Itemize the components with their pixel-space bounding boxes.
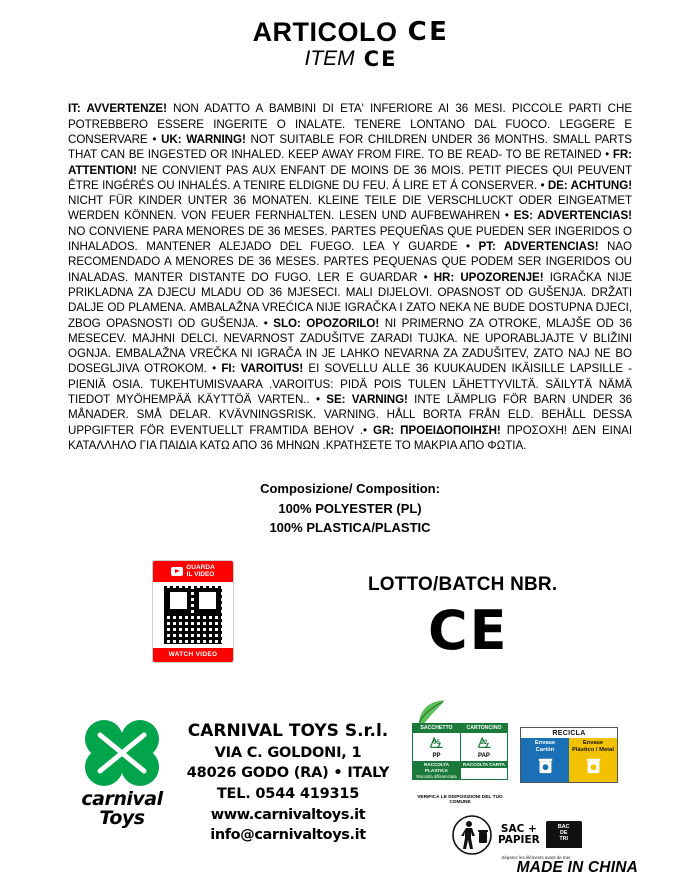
ce-letter-c: C <box>428 598 468 662</box>
ce-letter-c: C <box>407 17 428 48</box>
bac-line-1: BAC <box>557 824 570 831</box>
articolo-line <box>0 18 700 46</box>
ce-letter-e: E <box>429 17 448 48</box>
recycling-bin-icon <box>585 756 602 775</box>
articolo-label: ARTICOLO <box>252 17 398 47</box>
company-address: VIA C. GOLDONI, 1 <box>214 744 362 761</box>
company-tel: TEL. 0544 419315 <box>216 785 360 802</box>
recicla-carton-cell <box>521 738 569 782</box>
header <box>0 0 700 71</box>
verifica-disposizioni-note: VERIFICA LE DISPOSIZIONI DEL TUO COMUNE <box>417 794 503 806</box>
composition-line-1: 100% POLYESTER (PL) <box>278 500 422 516</box>
cartoncino-footer-text: RACCOLTA CARTA <box>463 762 505 768</box>
ce-mark-icon <box>407 17 448 48</box>
mobius-loop-icon <box>475 735 494 752</box>
logo-word-toys: Toys <box>99 806 145 829</box>
recicla-row <box>521 738 617 782</box>
video-badge-header-text <box>186 564 215 579</box>
recicla-plastic-line-2: Plástico / Metal <box>572 746 614 753</box>
recicla-box <box>520 727 618 783</box>
ce-mark-icon-large <box>428 598 507 662</box>
bottom-section <box>0 699 700 889</box>
middle-section <box>0 560 700 695</box>
sac-papier-line-2: PAPIER <box>498 833 540 846</box>
video-badge-header <box>153 561 233 582</box>
cartoncino-material-code: PAP <box>478 752 490 759</box>
sac-papier-caption: Séparez les éléments avant de trier <box>501 854 571 860</box>
recycling-symbols <box>408 699 638 879</box>
mobius-loop-icon <box>427 735 446 752</box>
cartoncino-header: CARTONCINO <box>461 724 507 733</box>
sacchetto-code-number: 05 <box>433 739 440 746</box>
lotto-ce-mark <box>428 598 507 662</box>
sac-papier-line-1: SAC + <box>500 822 537 835</box>
cartoncino-footer <box>461 761 507 768</box>
sacchetto-material-code: PP <box>432 752 441 759</box>
cartoncino-code-number: 22 <box>480 739 488 746</box>
cartoncino-column <box>460 724 507 779</box>
ce-letter-c: C <box>363 46 380 71</box>
italian-recycling-box <box>412 723 508 780</box>
clover-icon <box>78 717 166 789</box>
bac-de-tri-label <box>546 821 582 848</box>
company-info <box>178 719 398 846</box>
ce-letter-e: E <box>469 598 507 662</box>
composition-title: Composizione/ Composition: <box>260 481 440 497</box>
item-line <box>0 47 700 71</box>
tidyman-icon <box>452 815 492 855</box>
video-badge-line-1: GUARDA <box>186 563 215 571</box>
lotto-batch-title: LOTTO/BATCH NBR. <box>368 573 558 595</box>
company-city: 48026 GODO (RA) • ITALY <box>186 765 390 782</box>
sac-papier-text <box>498 824 540 846</box>
sacchetto-header: SACCHETTO <box>413 724 460 733</box>
watch-video-badge[interactable] <box>152 560 234 663</box>
item-label: ITEM <box>304 47 355 71</box>
sac-papier-block <box>452 815 602 860</box>
sacchetto-footer-sub: Raccolta differenziata <box>416 773 457 779</box>
recicla-carton-line-1: Envase <box>534 739 556 746</box>
recicla-carton-line-2: Cartón <box>535 746 555 753</box>
ce-mark-icon-small <box>363 46 396 71</box>
composition-block <box>0 479 700 538</box>
composition-line-2: 100% PLASTICA/PLASTIC <box>269 520 431 536</box>
logo-word-carnival: carnival <box>81 787 163 810</box>
sacchetto-footer <box>413 761 460 779</box>
company-website[interactable]: www.carnivaltoys.it <box>210 806 366 823</box>
video-badge-line-2: IL VIDEO <box>186 571 215 579</box>
company-name: CARNIVAL TOYS S.r.l. <box>187 720 389 741</box>
watch-video-label: WATCH VIDEO <box>153 648 233 662</box>
company-email[interactable]: info@carnivaltoys.it <box>210 827 366 844</box>
carnival-logo <box>72 717 172 827</box>
youtube-play-icon <box>171 567 183 576</box>
recicla-plastic-cell <box>569 738 617 782</box>
made-in-label: MADE IN CHINA <box>516 858 638 876</box>
bac-de-tri-icon <box>546 821 582 848</box>
recicla-header: RECICLA <box>521 728 617 738</box>
bac-line-3: TRI <box>559 836 569 843</box>
sacchetto-column <box>413 724 460 779</box>
warnings-text: IT: AVVERTENZE! NON ADATTO A BAMBINI DI ETA' INFERIORE AI 36 MESI. PICCOLE PARTI CHE POTREBBERO ESSERE INGERITE O INALATE. TENERE LONTANO DAL FUOCO. LEGGERE E CONSERVARE • UK: WARNING! NOT SUITABLE FOR CHILDREN UNDER 36 MONTHS. SMALL PARTS THAT CAN BE INGESTED OR INHALED. KEEP AWAY FROM FIRE. TO BE READ- TO BE RETAINED • FR: ATTENTION! NE CONVIENT PAS AUX ENFANT DE MOINS DE 36 MOIS. PETIT PIECES QUI PEUVENT ÊTRE INGÉRÉS OU INHALÉS. A TENIRE ELDIGNE DU FEU. Á LIRE ET Á CONSERVER. • DE: ACHTUNG! NICHT FÜR KINDER UNTER 36 MONATEN. KLEINE TEILE DIE VERSCHLUCKT ODER EINGEATMET WERDEN KÖNNEN. VON FEUER FERNHALTEN. LESEN UND AUFBEWAHREN • ES: ADVERTENCIAS! NO CONVIENE PARA MENORES DE 36 MESES. PARTES PEQUEÑAS QUE PUEDEN SER INGERIDOS O INHALADOS. MANTENER ALEJADO DEL FUEGO. LEA Y GUARDE • PT: ADVERTENCIAS! NAO RECOMENDADO A MENORES DE 36 MESES. PARTES PEQUENAS QUE PODEM SER INGERIDOS OU INALADAS. MANTER DISTANTE DO FUGO. LER E GUARDAR • HR: UPOZORENJE! IGRAČKA NIJE PRIKLADNA ZA DJECU MLADU OD 36 MJESECI. MALI DIJELOVI. OPASNOST OD GUŠENJA. DRŽATI DALJE OD PLAMENA. AMBALAŽNA VREĆICA NIJE IGRAČKA I ZATO NEKA NE BUDE DOSTUPNA DJECI, ZBOG OPASNOSTI OD GUŠENJA. • SLO: OPOZORILO! NI PRIMERNO ZA OTROKE, MLAJŠE OD 36 MESECEV. MAJHNI DELCI. NEVARNOST ZADUŠITVE ZARADI TUJKA. NE UPORABLJAJTE V BLIŽINI OGNJA. EMBALAŽNA VREČKA NI IGRAČA IN JE LAHKO NEVARNA ZA ZADUŠITEV, ZATO NAJ NE BO DOSEGLJIVA OTROKOM. • FI: VAROITUS! EI SOVELLU ALLE 36 KUUKAUDEN IKÄISILLE LAPSILLE - PIENIÄ OSIA. TUKEHTUMISVAARA .VAROITUS: PIDÄ POIS TULEN LÄHETTYVILTÄ. SÄILYTÄ NÄMÄ TIEDOT MYÖHEMPÄÄ KÄYTTÖÄ VARTEN.. • SE: VARNING! INTE LÄMPLIG FÖR BARN UNDER 36 MÅNADER. SMÅ DELAR. KVÄVNINGSRISK. VARNING. HÅLL BORTA FRÅN ELD. BEHÅLL DESSA UPPGIFTER FÖR EVENTUELLT FRAMTIDA BEHOV .• GR: ΠΡΟΕΙΔΟΠΟΙΗΣΗ! ΠΡΟΣΟΧΗ! ΔΕΝ ΕΙΝΑΙ ΚΑΤΑΛΛΗΛΟ ΓΙΑ ΠΑΙΔΙΑ ΚΑΤΩ ΑΠΟ 36 ΜΗΝΩΝ .ΚΡΑΤΗΣΕΤΕ ΤΟ ΜΑΚΡΙΑ ΑΠΟ ΦΩΤΙΑ. <box>68 102 633 452</box>
qr-code-icon[interactable] <box>164 586 222 644</box>
ce-letter-e: E <box>381 46 396 71</box>
recicla-plastic-line-1: Envase <box>582 739 604 746</box>
sacchetto-footer-text: RACCOLTA PLASTICA <box>423 762 450 773</box>
recycling-bin-icon <box>537 756 554 775</box>
bac-line-2: DE <box>559 830 568 837</box>
